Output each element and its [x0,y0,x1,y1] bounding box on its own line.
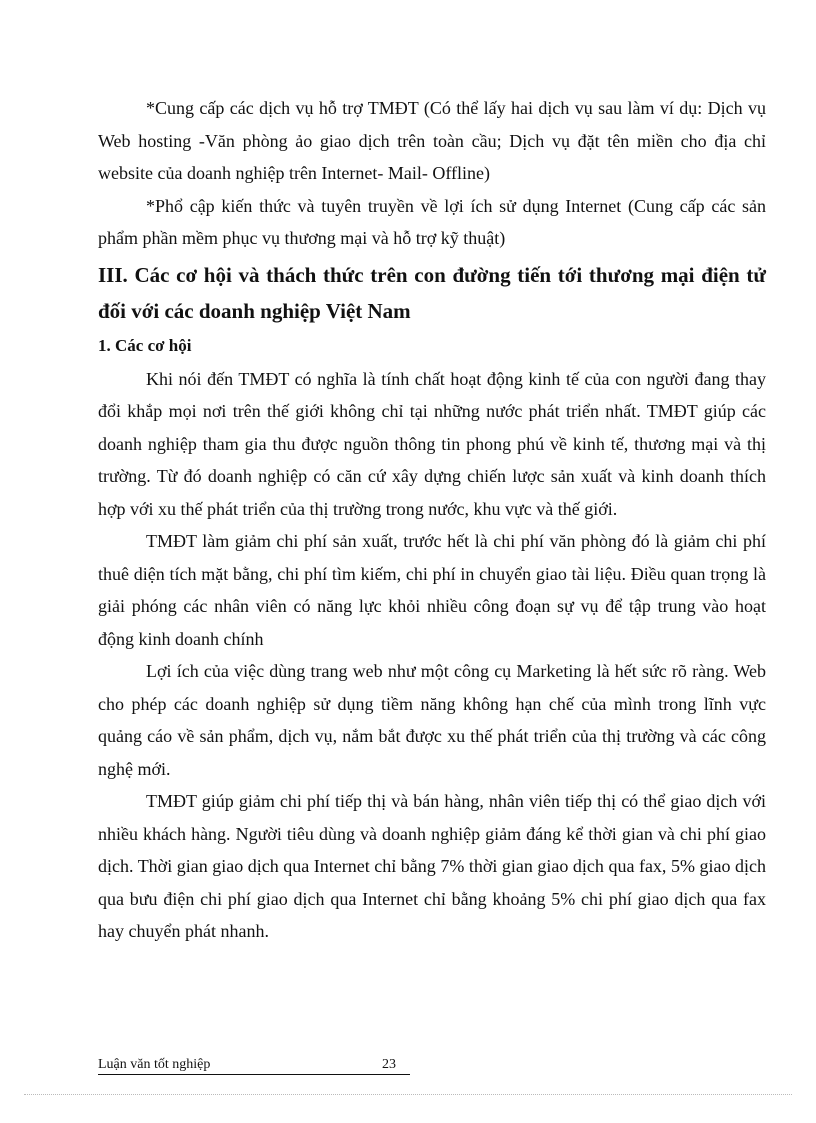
document-body [98,92,766,948]
paragraph-cost-reduction: TMĐT làm giảm chi phí sản xuất, trước hết là chi phí văn phòng đó là giảm chi phí thuê diện tích mặt bằng, chi phí tìm kiếm, chi phí in chuyển giao tài liệu. Điều quan trọng là giải phóng các nhân viên có năng lực khỏi nhiều công đoạn sự vụ để tập trung vào hoạt động kinh doanh chính [98,531,766,649]
paragraph-opportunity-info: Khi nói đến TMĐT có nghĩa là tính chất hoạt động kinh tế của con người đang thay đổi khắp mọi nơi trên thế giới không chỉ tại những nước phát triển nhất. TMĐT giúp các doanh nghiệp tham gia thu được nguồn thông tin phong phú về kinh tế, thương mại và thị trường. Từ đó doanh nghiệp có căn cứ xây dựng chiến lược sản xuất và kinh doanh thích hợp với xu thế phát triển của thị trường trong nước, khu vực và thế giới. [98,368,766,519]
section-heading: III. Các cơ hội và thách thức trên con đường tiến tới thương mại điện tử đối với các doanh nghiệp Việt Nam [98,262,766,323]
footer-label: Luận văn tốt nghiệp [98,1057,211,1072]
subsection-heading: 1. Các cơ hội [98,335,192,355]
paragraph-internet-awareness: *Phổ cập kiến thức và tuyên truyền về lợi ích sử dụng Internet (Cung cấp các sản phẩm phần mềm phục vụ thương mại và hỗ trợ kỹ thuật) [98,195,766,248]
footer-underline [98,1056,410,1075]
page-edge-divider [24,1094,792,1095]
paragraph-services: *Cung cấp các dịch vụ hỗ trợ TMĐT (Có thể lấy hai dịch vụ sau làm ví dụ: Dịch vụ Web hosting -Văn phòng ảo giao dịch trên toàn cầu; Dịch vụ đặt tên miền cho địa chỉ website của doanh nghiệp trên Internet- Mail- Offline) [98,98,766,183]
page-footer [98,1056,410,1075]
paragraph-transaction-costs: TMĐT giúp giảm chi phí tiếp thị và bán hàng, nhân viên tiếp thị có thể giao dịch với nhiều khách hàng. Người tiêu dùng và doanh nghiệp giảm đáng kể thời gian và chi phí giao dịch. Thời gian giao dịch qua Internet chỉ bằng 7% thời gian giao dịch qua fax, 5% giao dịch qua bưu điện chi phí giao dịch qua Internet chỉ bằng khoảng 5% chi phí giao dịch qua fax hay chuyển phát nhanh. [98,791,766,941]
paragraph-marketing: Lợi ích của việc dùng trang web như một công cụ Marketing là hết sức rõ ràng. Web cho phép các doanh nghiệp sử dụng tiềm năng không hạn chế của mình trong lĩnh vực quảng cáo về sản phẩm, dịch vụ, nắm bắt được xu thế phát triển của thị trường và các công nghệ mới. [98,661,766,779]
page-number: 23 [382,1057,396,1072]
